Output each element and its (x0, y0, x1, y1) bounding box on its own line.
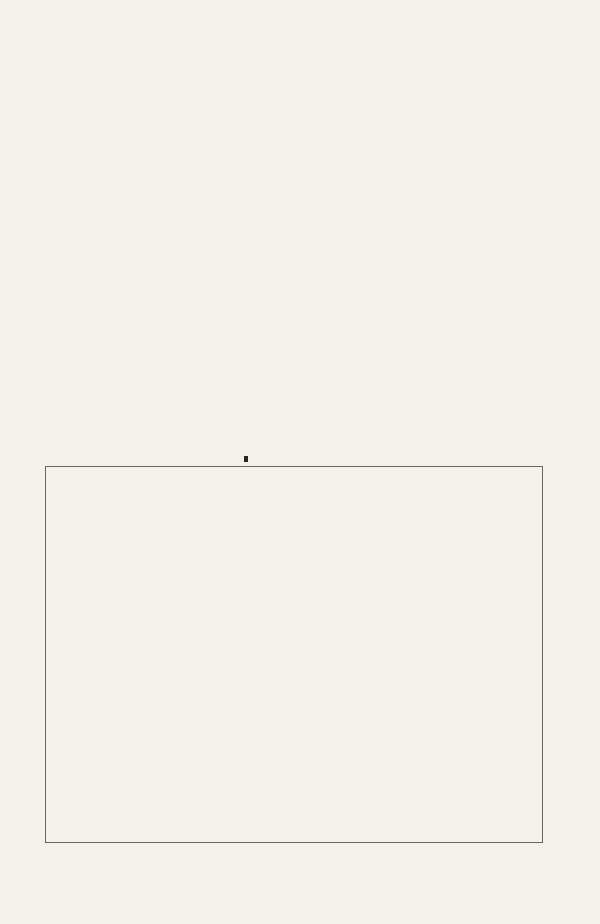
poem-box (45, 466, 543, 843)
center-mark (244, 456, 248, 462)
poem-title (494, 483, 532, 832)
poem-columns (46, 467, 542, 842)
poem-author (472, 483, 494, 832)
prose-section (58, 58, 542, 444)
